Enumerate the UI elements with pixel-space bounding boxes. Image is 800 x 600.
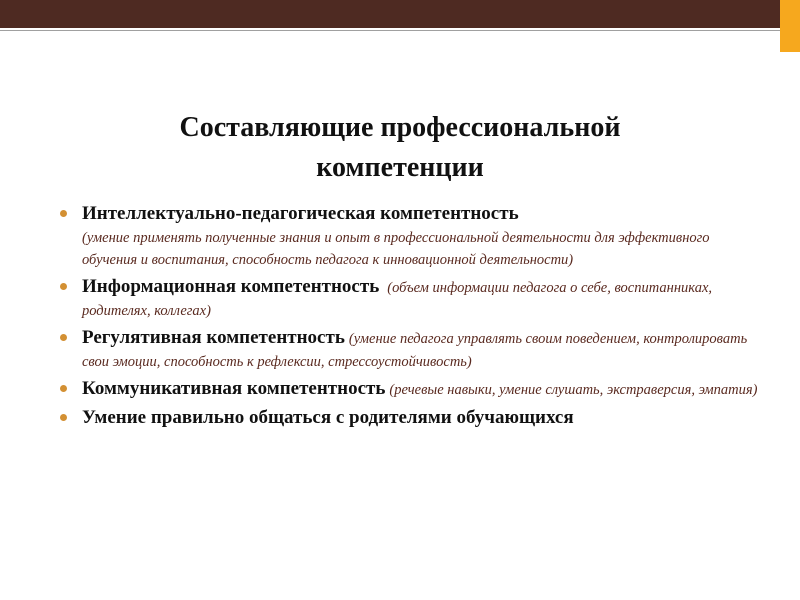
top-decorative-band	[0, 0, 800, 28]
slide-title-line-1: Составляющие профессиональной	[179, 112, 621, 143]
bullet-item-regulative	[58, 325, 763, 373]
bullet-dot-icon	[60, 385, 67, 392]
bullet-item-parents	[58, 405, 763, 431]
bullet-heading: Регулятивная компетентность	[82, 327, 345, 348]
bullet-item-communicative	[58, 376, 763, 402]
bullet-dot-icon	[60, 334, 67, 341]
bullet-item-information	[58, 274, 763, 322]
bullet-list	[58, 201, 763, 434]
bullet-heading: Информационная компетентность	[82, 276, 380, 297]
bullet-dot-icon	[60, 210, 67, 217]
bullet-dot-icon	[60, 414, 67, 421]
top-divider-line	[0, 30, 780, 31]
bullet-heading: Интеллектуально-педагогическая компетентность	[82, 203, 519, 224]
bullet-item-intellectual	[58, 201, 763, 271]
bullet-heading: Умение правильно общаться с родителями обучающихся	[82, 407, 574, 428]
bullet-note: (умение педагога управлять своим поведением, контролировать свои эмоции, способность к рефлексии, стрессоустойчивость)	[82, 331, 748, 370]
bullet-heading: Коммуникативная компетентность	[82, 378, 386, 399]
bullet-note: (речевые навыки, умение слушать, экстраверсия, эмпатия)	[389, 382, 758, 398]
slide-title-line-2: компетенции	[316, 152, 484, 183]
slide-title	[60, 108, 740, 188]
bullet-note: (умение применять полученные знания и опыт в профессиональной деятельности для эффективного обучения и воспитания, способность педагога к инновационной деятельности)	[82, 230, 710, 268]
bullet-dot-icon	[60, 283, 67, 290]
bullet-note: (объем информации педагога о себе, воспитанниках, родителях, коллегах)	[82, 280, 712, 319]
accent-corner-bar	[780, 0, 800, 52]
